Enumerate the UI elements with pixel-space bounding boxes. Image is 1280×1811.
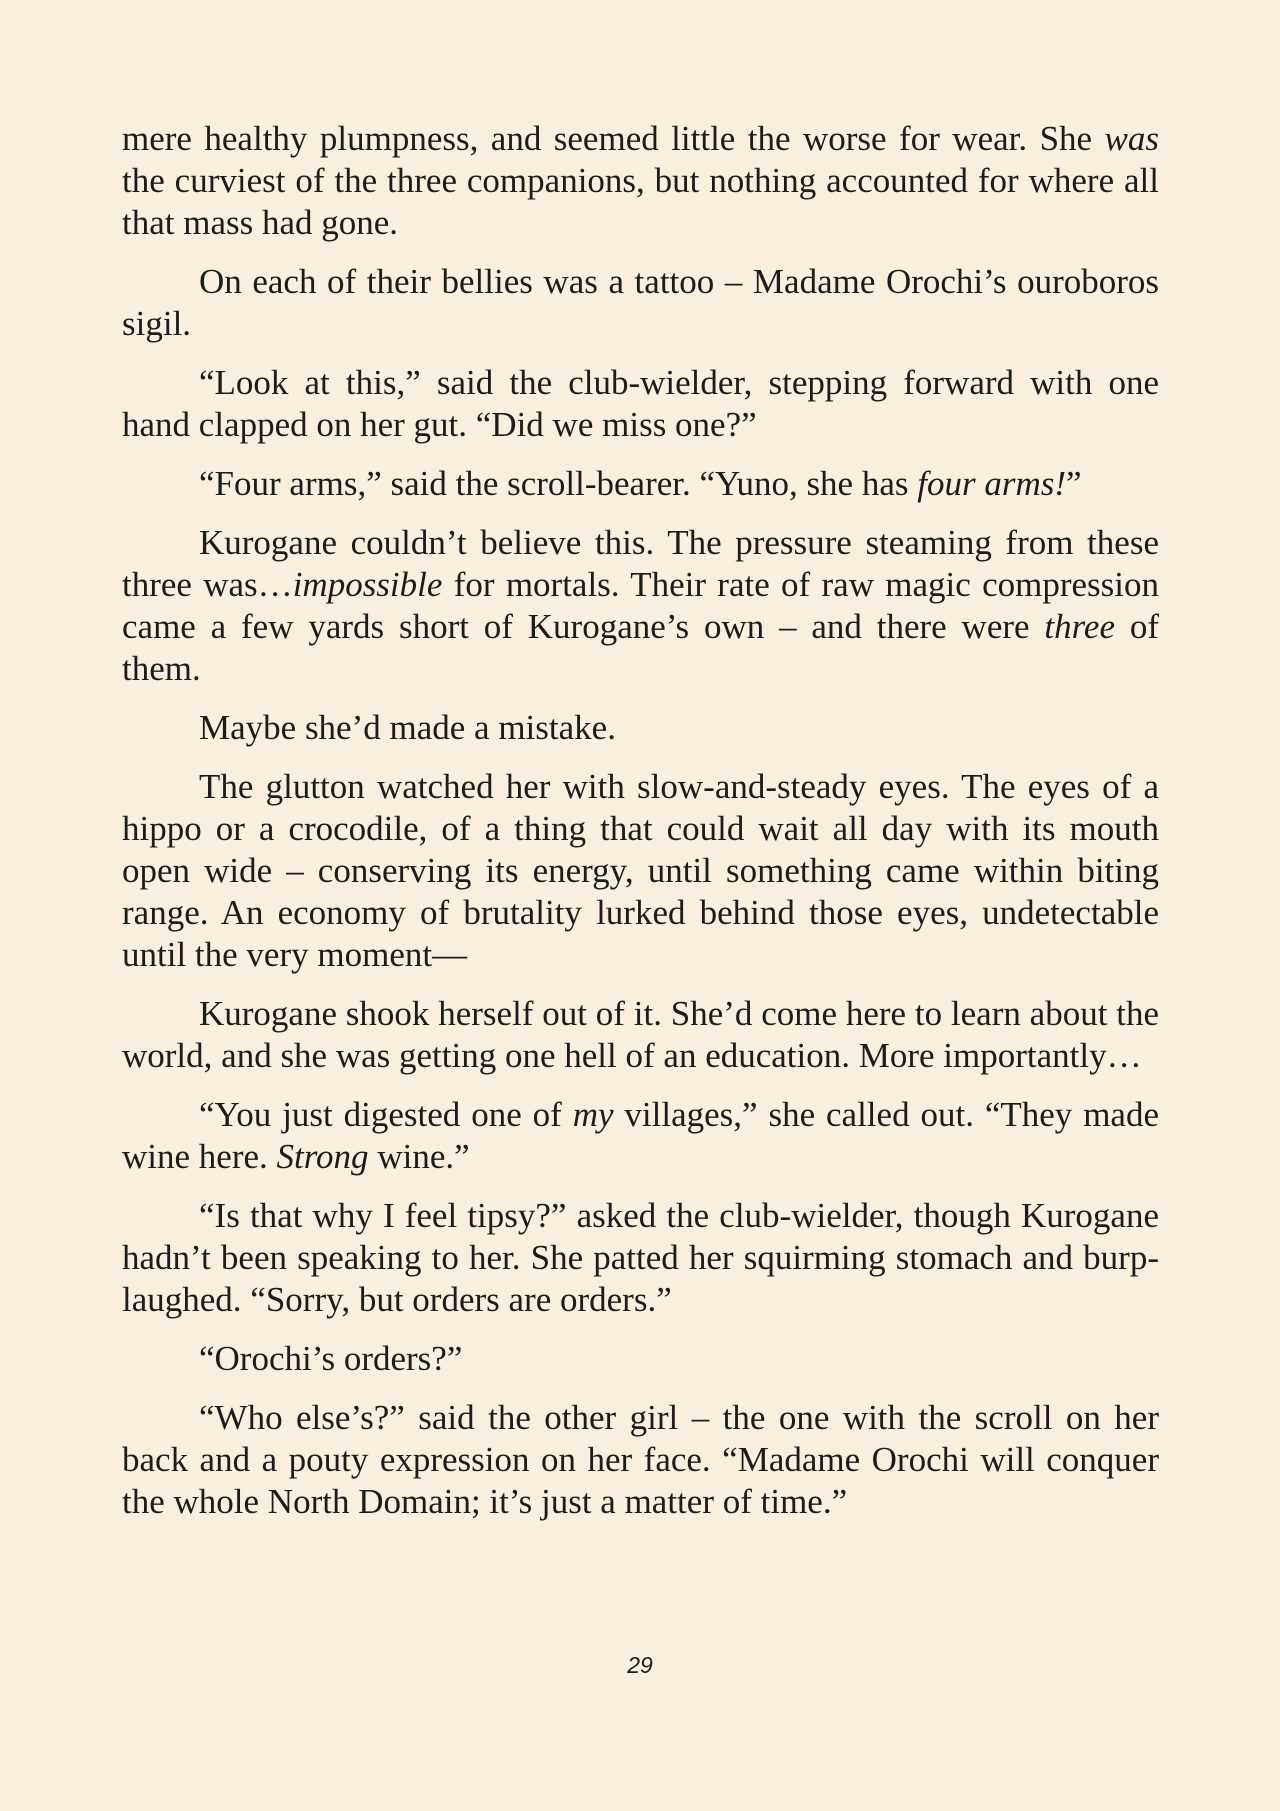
text-segment: “Who else’s?” said the other girl – the one with the scroll on her back and a pouty expression on her face. “Madame Orochi will conquer the whole North Domain; it’s just a matter of time.” <box>122 1398 1159 1521</box>
text-segment: “Orochi’s orders?” <box>199 1339 463 1378</box>
paragraph <box>122 993 1159 1077</box>
text-segment: of them. <box>122 607 1160 688</box>
italic-text: four arms! <box>917 464 1067 503</box>
paragraph <box>122 1338 1159 1380</box>
text-segment: wine.” <box>368 1137 470 1176</box>
text-segment: for mortals. Their rate of raw magic compression came a few yards short of Kurogane’s own – and there were <box>122 565 1159 646</box>
text-segment: Kurogane couldn’t believe this. The pressure steaming from these three was… <box>122 523 1159 604</box>
italic-text: impossible <box>292 565 443 604</box>
italic-text: three <box>1044 607 1116 646</box>
paragraph <box>122 463 1159 505</box>
paragraph <box>122 766 1159 976</box>
italic-text: Strong <box>276 1137 369 1176</box>
paragraph <box>122 118 1159 244</box>
text-segment: ” <box>1066 464 1082 503</box>
paragraph <box>122 522 1159 690</box>
text-segment: “Four arms,” said the scroll-bearer. “Yuno, she has <box>199 464 918 503</box>
italic-text: my <box>572 1095 614 1134</box>
paragraph <box>122 1094 1159 1178</box>
paragraph <box>122 707 1159 749</box>
paragraph <box>122 362 1159 446</box>
body-text <box>122 118 1159 1540</box>
italic-text: was <box>1104 119 1159 158</box>
text-segment: Maybe she’d made a mistake. <box>199 708 616 747</box>
paragraph <box>122 1397 1159 1523</box>
text-segment: “Look at this,” said the club-wielder, stepping forward with one hand clapped on her gut. “Did we miss one?” <box>122 363 1159 444</box>
paragraph <box>122 261 1159 345</box>
paragraph <box>122 1195 1159 1321</box>
page-number: 29 <box>627 1652 653 1678</box>
text-segment: Kurogane shook herself out of it. She’d come here to learn about the world, and she was getting one hell of an education. More importantly… <box>122 994 1159 1075</box>
text-segment: The glutton watched her with slow-and-steady eyes. The eyes of a hippo or a crocodile, of a thing that could wait all day with its mouth open wide – conserving its energy, until something came within biting range. An economy of brutality lurked behind those eyes, undetectable until the very moment— <box>122 767 1159 974</box>
text-segment: “Is that why I feel tipsy?” asked the club-wielder, though Kurogane hadn’t been speaking to her. She patted her squirming stomach and burp-laughed. “Sorry, but orders are orders.” <box>122 1196 1159 1319</box>
text-segment: “You just digested one of <box>199 1095 573 1134</box>
text-segment: mere healthy plumpness, and seemed little the worse for wear. She <box>122 119 1105 158</box>
text-segment: the curviest of the three companions, but nothing accounted for where all that mass had gone. <box>122 161 1159 242</box>
text-segment: On each of their bellies was a tattoo – Madame Orochi’s ouroboros sigil. <box>122 262 1159 343</box>
text-segment: villages,” she called out. “They made wine here. <box>122 1095 1159 1176</box>
